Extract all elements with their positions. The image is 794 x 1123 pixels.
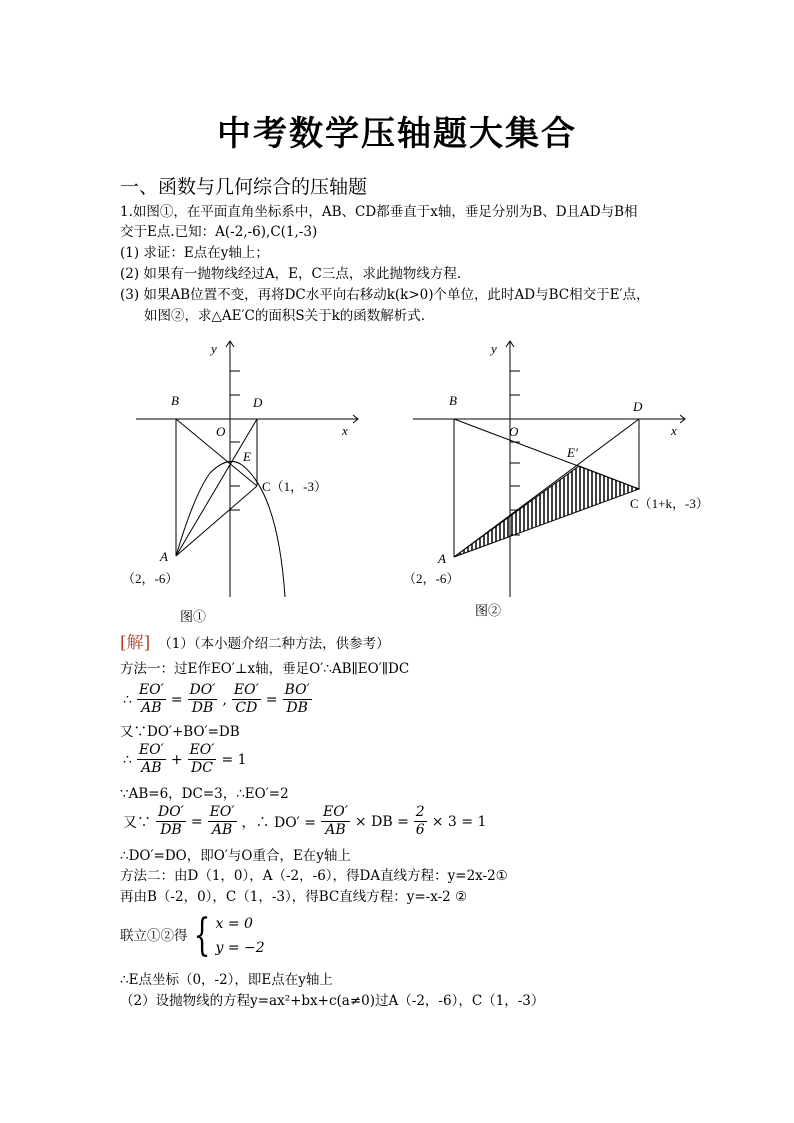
system-eq-1: x = 0 bbox=[215, 916, 253, 932]
therefore-symbol: ∴ bbox=[123, 691, 132, 708]
sum-equation: ∴ $\frac{EO'}{AB}$ + $\frac{EO'}{DC}$ = 1 bbox=[123, 742, 247, 776]
fig2-x-label: x bbox=[671, 423, 677, 438]
fig1-point-d: D bbox=[253, 395, 263, 410]
figure-2 bbox=[395, 335, 715, 625]
figure-1 bbox=[110, 335, 370, 625]
fig2-a-coord: （2，-6） bbox=[403, 571, 460, 586]
conclusion-2: ∴E点坐标（0，-2），即E点在y轴上 bbox=[120, 972, 333, 988]
question-2: (2) 如果有一抛物线经过A，E，C三点，求此抛物线方程. bbox=[120, 266, 462, 282]
problem-intro-line1: 1.如图①，在平面直角坐标系中，AB、CD都垂直于x轴，垂足分别为B、D且AD与B相 bbox=[120, 204, 638, 220]
fig1-origin: O bbox=[216, 424, 226, 439]
fig1-point-c: C（1，-3） bbox=[262, 479, 328, 494]
fig2-origin: O bbox=[509, 424, 519, 439]
page-title: 中考数学压轴题大集合 bbox=[217, 114, 577, 154]
question-3-line1: (3) 如果AB位置不变，再将DC水平向右移动k(k>0)个单位，此时AD与BC相交于E′点， bbox=[120, 287, 650, 303]
part1-heading: （1）（本小题介绍二种方法，供参考） bbox=[158, 636, 390, 652]
given-values: ∵AB=6，DC=3，∴EO′=2 bbox=[120, 786, 289, 802]
question-3-line2: 如图②，求△AE′C的面积S关于k的函数解析式. bbox=[144, 308, 426, 324]
method-2-line: 方法二：由D（1，0），A（-2，-6），得DA直线方程：y=2x-2① bbox=[120, 868, 508, 884]
problem-intro-line2: 交于E点.已知：A(-2,-6),C(1,-3) bbox=[120, 224, 318, 240]
fig2-point-d: D bbox=[633, 399, 643, 414]
part-2-line: （2）设抛物线的方程y=ax²+bx+c(a≠0)过A（-2，-6），C（1，-3） bbox=[120, 993, 545, 1009]
system-of-equations: 联立①②得 { x = 0 y = −2 bbox=[120, 910, 265, 961]
fig1-point-a: A bbox=[160, 549, 168, 564]
solution-label: [解] bbox=[120, 633, 151, 653]
conclusion-1: ∴DO′=DO，即O′与O重合，E在y轴上 bbox=[120, 848, 351, 864]
fig2-point-a: A bbox=[438, 551, 446, 566]
method-2-line-b: 再由B（-2，0），C（1，-3），得BC直线方程：y=-x-2 ② bbox=[120, 889, 468, 905]
fig1-point-e: E bbox=[243, 449, 251, 464]
fig1-a-coord: （2，-6） bbox=[122, 571, 179, 586]
proportion-equation-2: 又∵ $\frac{DO'}{DB}$ = $\frac{EO'}{AB}$ ，∴ DO′ = $\frac{EO'}{AB}$ × DB = $\frac{2}{6}$ × 3 = 1 bbox=[123, 804, 487, 838]
fig1-point-b: B bbox=[171, 393, 179, 408]
fig1-x-label: x bbox=[342, 423, 348, 438]
fig2-point-b: B bbox=[449, 393, 457, 408]
fig2-point-e-prime: E′ bbox=[567, 445, 578, 460]
system-eq-2: y = −2 bbox=[215, 940, 265, 956]
fig1-y-label: y bbox=[211, 341, 217, 356]
method-1-line: 方法一：过E作EO′⊥x轴，垂足O′∴AB∥EO′∥DC bbox=[120, 661, 410, 677]
fig2-caption: 图② bbox=[475, 603, 502, 618]
question-1: (1) 求证：E点在y轴上； bbox=[120, 245, 269, 261]
fig2-y-label: y bbox=[491, 341, 497, 356]
fig1-caption: 图① bbox=[180, 609, 207, 624]
also-line-1: 又∵DO′+BO′=DB bbox=[120, 724, 240, 740]
fig2-point-c: C（1+k，-3） bbox=[630, 496, 709, 511]
solution-header bbox=[120, 628, 390, 654]
proportion-equation-1: ∴ $\frac{EO'}{AB}$ = $\frac{DO'}{DB}$ , $\frac{EO'}{CD}$ = $\frac{BO'}{DB}$ bbox=[123, 682, 310, 716]
section-heading: 一、函数与几何综合的压轴题 bbox=[120, 176, 368, 198]
